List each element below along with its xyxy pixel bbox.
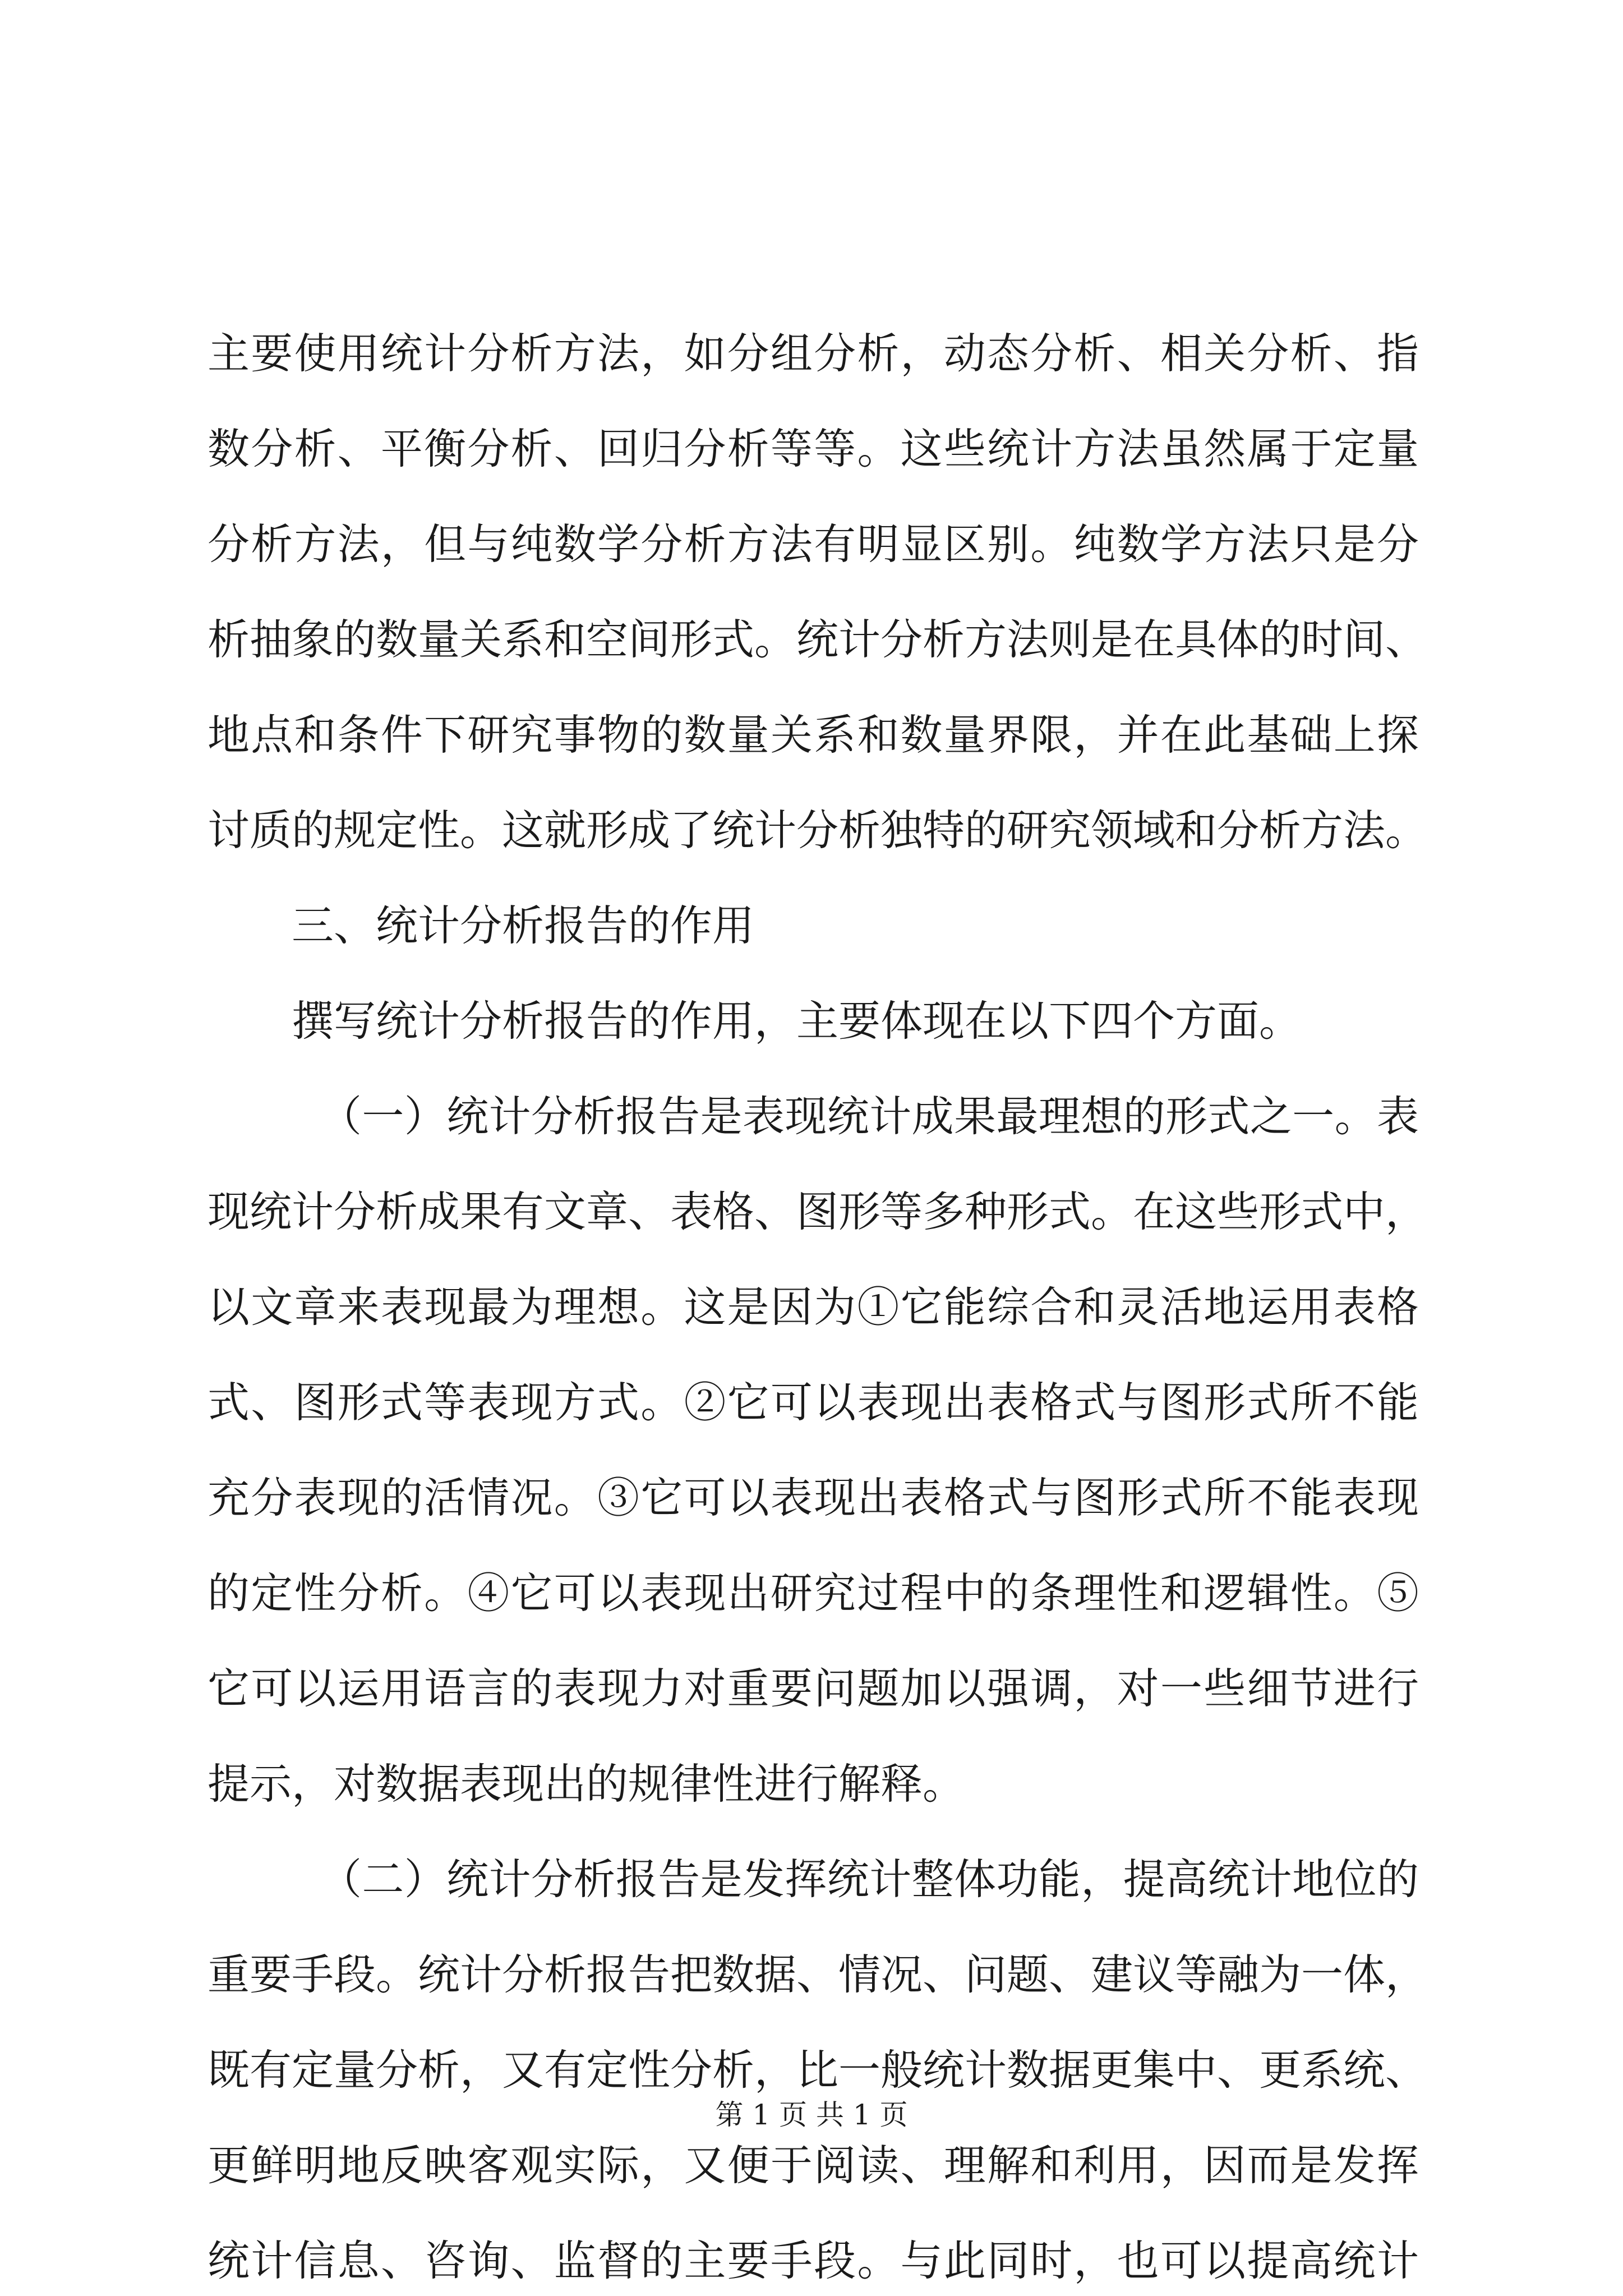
- text-line: [208, 673, 1419, 769]
- text-line: [208, 959, 1419, 1055]
- text-line: [208, 1913, 1428, 2008]
- text-line-content: 数分析、平衡分析、回归分析等等。这些统计方法虽然属于定量: [208, 424, 1419, 473]
- text-line-content: 主要使用统计分析方法，如分组分析，动态分析、相关分析、指: [208, 329, 1419, 378]
- text-line-content: 的定性分析。④它可以表现出研究过程中的条理性和逻辑性。⑤: [208, 1568, 1419, 1618]
- text-line-content: 提示，对数据表现出的规律性进行解释。: [208, 1759, 965, 1809]
- text-line: [208, 482, 1419, 578]
- page-number-label: 第 1 页 共 1 页: [715, 2099, 908, 2131]
- text-line: [208, 1818, 1419, 1913]
- text-line: [208, 1722, 1419, 1818]
- text-line-content: 现统计分析成果有文章、表格、图形等多种形式。在这些形式中，: [208, 1187, 1428, 1236]
- text-line-content: 撰写统计分析报告的作用，主要体现在以下四个方面。: [292, 996, 1302, 1046]
- text-line-content: 讨质的规定性。这就形成了统计分析独特的研究领域和分析方法。: [208, 806, 1428, 855]
- text-line: [208, 1245, 1419, 1341]
- text-line-content: 更鲜明地反映客观实际，又便于阅读、理解和利用，因而是发挥: [208, 2141, 1419, 2190]
- text-line: [208, 769, 1428, 864]
- text-line-content: （二）统计分析报告是发挥统计整体功能，提高统计地位的: [320, 1855, 1419, 1904]
- text-line: [208, 1436, 1419, 1531]
- text-line: [208, 1627, 1419, 1722]
- section-heading: [208, 864, 1419, 959]
- text-line: [208, 292, 1419, 387]
- text-line-content: 式、图形式等表现方式。②它可以表现出表格式与图形式所不能: [208, 1378, 1419, 1427]
- page-footer: [0, 2095, 1623, 2134]
- text-line-content: （一）统计分析报告是表现统计成果最理想的形式之一。表: [320, 1092, 1419, 1141]
- text-line-content: 既有定量分析，又有定性分析，比一般统计数据更集中、更系统、: [208, 2045, 1428, 2095]
- text-line: [208, 2199, 1419, 2294]
- text-line-content: 它可以运用语言的表现力对重要问题加以强调，对一些细节进行: [208, 1664, 1419, 1713]
- text-line: [208, 387, 1419, 482]
- text-line: [208, 1055, 1419, 1150]
- text-line-content: 析抽象的数量关系和空间形式。统计分析方法则是在具体的时间、: [208, 615, 1428, 664]
- text-line-content: 统计信息、咨询、监督的主要手段。与此同时，也可以提高统计: [208, 2236, 1419, 2285]
- text-line: [208, 578, 1428, 673]
- text-line-content: 以文章来表现最为理想。这是因为①它能综合和灵活地运用表格: [208, 1282, 1419, 1332]
- text-line-content: 地点和条件下研究事物的数量关系和数量界限，并在此基础上探: [208, 710, 1419, 760]
- text-line: [208, 1341, 1419, 1436]
- text-line-content: 重要手段。统计分析报告把数据、情况、问题、建议等融为一体，: [208, 1950, 1428, 1999]
- text-line: [208, 1531, 1419, 1627]
- section-heading-text: 三、统计分析报告的作用: [292, 901, 755, 950]
- document-body: [208, 292, 1428, 2294]
- text-line-content: 分析方法，但与纯数学分析方法有明显区别。纯数学方法只是分: [208, 519, 1419, 569]
- text-line: [208, 1150, 1428, 1245]
- text-line-content: 充分表现的活情况。③它可以表现出表格式与图形式所不能表现: [208, 1473, 1419, 1522]
- text-line: [208, 2008, 1428, 2104]
